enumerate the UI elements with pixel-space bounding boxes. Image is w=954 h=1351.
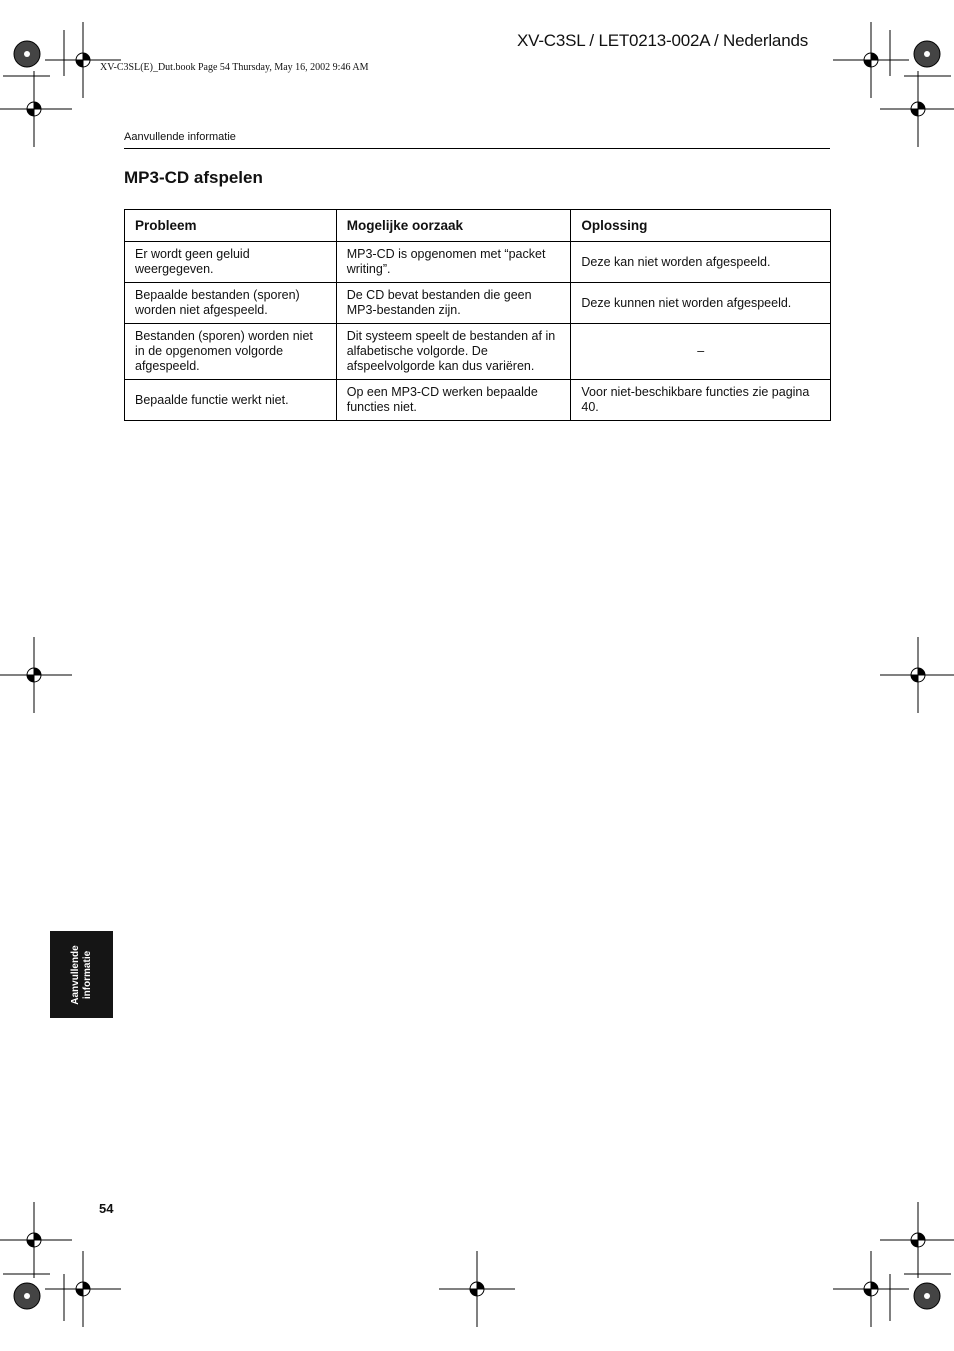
cell-cause: De CD bevat bestanden die geen MP3-bestanden zijn.: [336, 283, 571, 324]
registration-cross-icon: [439, 1251, 515, 1327]
registration-cross-icon: [45, 1251, 121, 1327]
side-tab-label: [70, 945, 94, 1004]
registration-cross-icon: [880, 71, 954, 147]
registration-cross-icon: [880, 1202, 954, 1278]
header-probleem: Probleem: [125, 210, 337, 242]
cell-cause: MP3-CD is opgenomen met “packet writing”.: [336, 242, 571, 283]
side-tab-line-1: Aanvullende: [69, 944, 81, 1005]
header-rule: [124, 148, 830, 149]
book-info-line: XV-C3SL(E)_Dut.book Page 54 Thursday, May 16, 2002 9:46 AM: [100, 62, 369, 73]
table-header-row: [125, 210, 831, 242]
table-row: [125, 380, 831, 421]
table-row: [125, 324, 831, 380]
side-tab-line-2: informatie: [81, 950, 93, 999]
cell-solution: Voor niet-beschikbare functies zie pagina 40.: [571, 380, 831, 421]
registration-star-icon: [914, 41, 940, 67]
registration-cross-icon: [0, 71, 72, 147]
registration-cross-icon: [833, 1251, 909, 1327]
registration-cross-icon: [0, 637, 72, 713]
cell-problem: Bepaalde functie werkt niet.: [125, 380, 337, 421]
cell-problem: Bepaalde bestanden (sporen) worden niet afgespeeld.: [125, 283, 337, 324]
side-section-tab: [50, 931, 113, 1018]
registration-star-icon: [914, 1283, 940, 1309]
table-row: [125, 283, 831, 324]
cell-cause: Op een MP3-CD werken bepaalde functies niet.: [336, 380, 571, 421]
registration-star-icon: [14, 1283, 40, 1309]
page-number: 54: [99, 1201, 114, 1216]
cell-problem: Bestanden (sporen) worden niet in de opgenomen volgorde afgespeeld.: [125, 324, 337, 380]
cell-solution: –: [571, 324, 831, 380]
model-header: XV-C3SL / LET0213-002A / Nederlands: [517, 31, 808, 50]
registration-cross-icon: [833, 22, 909, 98]
cell-cause: Dit systeem speelt de bestanden af in alfabetische volgorde. De afspeelvolgorde kan dus variëren.: [336, 324, 571, 380]
cell-solution: Deze kunnen niet worden afgespeeld.: [571, 283, 831, 324]
header-mogelijke-oorzaak: Mogelijke oorzaak: [336, 210, 571, 242]
section-label: Aanvullende informatie: [124, 131, 236, 143]
header-oplossing: Oplossing: [571, 210, 831, 242]
registration-cross-icon: [0, 1202, 72, 1278]
table-row: [125, 242, 831, 283]
registration-cross-icon: [880, 637, 954, 713]
registration-cross-icon: [45, 22, 121, 98]
page-title: MP3-CD afspelen: [124, 168, 263, 187]
cell-problem: Er wordt geen geluid weergegeven.: [125, 242, 337, 283]
troubleshooting-table: [124, 209, 831, 421]
registration-star-icon: [14, 41, 40, 67]
cell-solution: Deze kan niet worden afgespeeld.: [571, 242, 831, 283]
